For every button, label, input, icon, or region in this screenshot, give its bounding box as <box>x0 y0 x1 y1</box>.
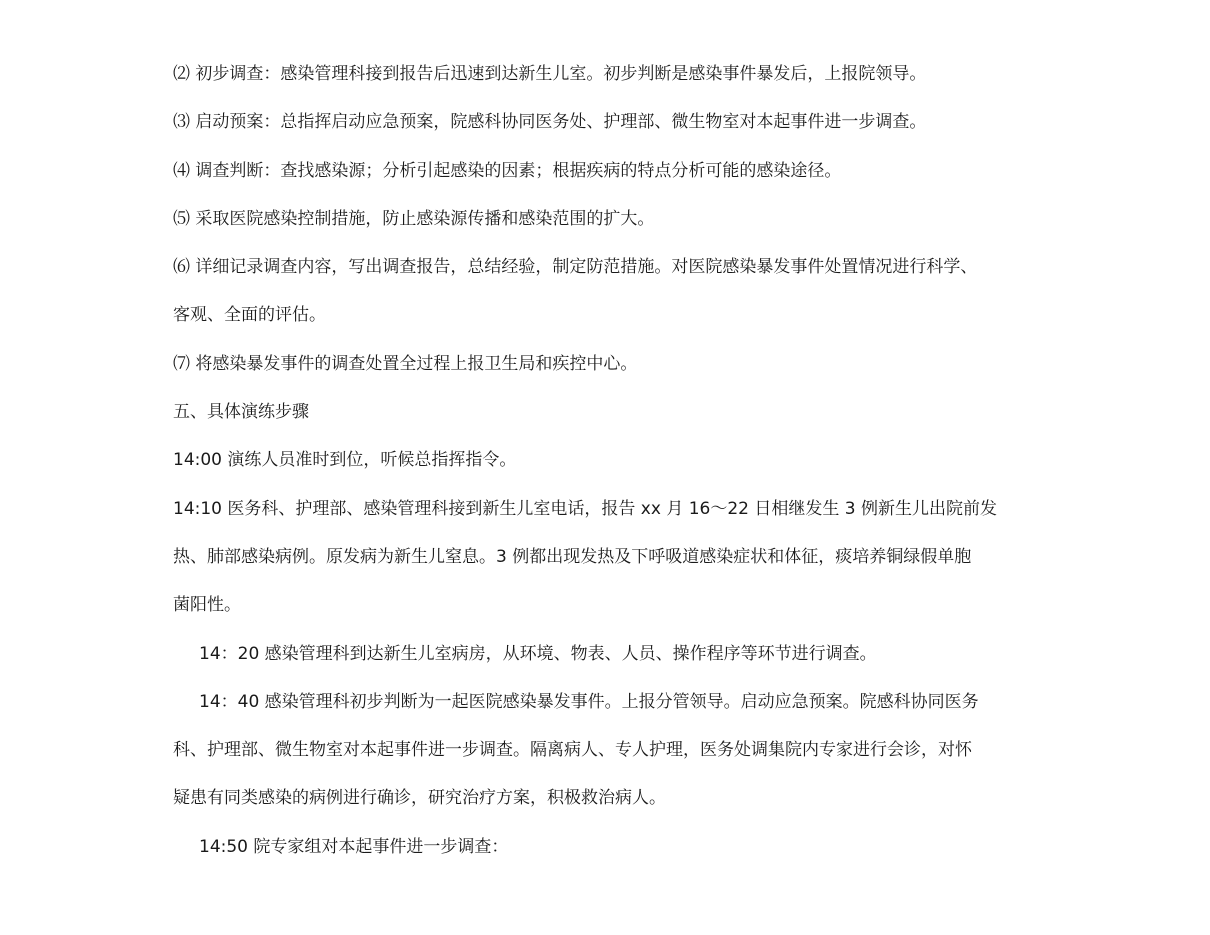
text-line: ⑶ 启动预案：总指挥启动应急预案，院感科协同医务处、护理部、微生物室对本起事件进一步调查。 <box>173 112 927 133</box>
text-line: ⑺ 将感染暴发事件的调查处置全过程上报卫生局和疾控中心。 <box>173 353 638 374</box>
text-line: 疑患有同类感染的病例进行确诊，研究治疗方案，积极救治病人。 <box>173 788 666 809</box>
paragraph-step-3-activate-plan <box>173 98 1053 146</box>
paragraph-time-1410 <box>173 485 1053 630</box>
text-line: ⑵ 初步调查：感染管理科接到报告后迅速到达新生儿室。初步判断是感染事件暴发后，上报院领导。 <box>173 64 927 84</box>
text-line: ⑸ 采取医院感染控制措施，防止感染源传播和感染范围的扩大。 <box>173 208 655 229</box>
text-line: 14：40 感染管理科初步判断为一起医院感染暴发事件。上报分管领导。启动应急预案。院感科协同医务 <box>199 691 979 712</box>
text-line: 客观、全面的评估。 <box>173 305 326 326</box>
text-line: 14：20 感染管理科到达新生儿室病房，从环境、物表、人员、操作程序等环节进行调查。 <box>199 643 877 664</box>
text-line: 科、护理部、微生物室对本起事件进一步调查。隔离病人、专人护理，医务处调集院内专家进行会诊，对怀 <box>173 740 972 761</box>
paragraph-time-1440 <box>173 678 1053 823</box>
document-page <box>173 50 1053 871</box>
paragraph-time-1450 <box>173 823 1053 871</box>
text-line: ⑷ 调查判断：查找感染源；分析引起感染的因素；根据疾病的特点分析可能的感染途径。 <box>173 160 842 181</box>
text-line: 14:00 演练人员准时到位，听候总指挥指令。 <box>173 450 517 471</box>
paragraph-time-1400 <box>173 436 1053 484</box>
paragraph-step-5-control-measures <box>173 195 1053 243</box>
paragraph-step-7-report-upward <box>173 340 1053 388</box>
text-line: 菌阳性。 <box>173 595 241 616</box>
section-heading-drill-steps <box>173 388 1053 436</box>
paragraph-step-4-investigation-judgment <box>173 147 1053 195</box>
paragraph-time-1420 <box>173 630 1053 678</box>
text-line: 热、肺部感染病例。原发病为新生儿窒息。3 例都出现发热及下呼吸道感染症状和体征，痰培养铜绿假单胞 <box>173 546 972 567</box>
paragraph-step-6-record-report <box>173 243 1053 340</box>
section-heading: 五、具体演练步骤 <box>173 402 309 423</box>
text-line: 14:50 院专家组对本起事件进一步调查： <box>199 836 509 857</box>
text-line: 14:10 医务科、护理部、感染管理科接到新生儿室电话，报告 xx 月 16～22 日相继发生 3 例新生儿出院前发 <box>173 498 998 519</box>
paragraph-step-2-preliminary-investigation <box>173 50 1053 98</box>
text-line: ⑹ 详细记录调查内容，写出调查报告，总结经验，制定防范措施。对医院感染暴发事件处置情况进行科学、 <box>173 257 978 278</box>
